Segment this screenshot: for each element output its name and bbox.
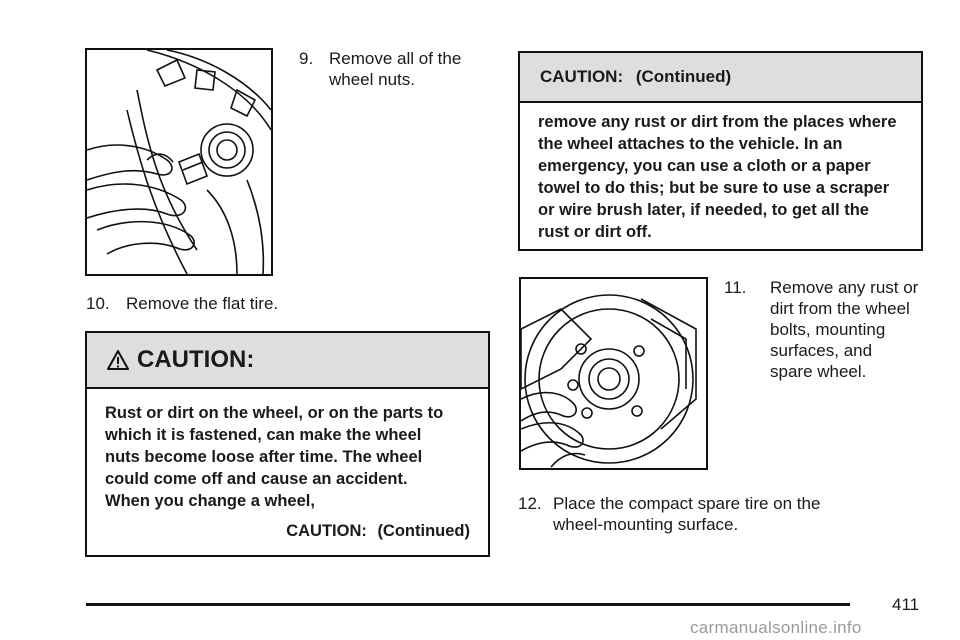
hand-cleaning-wheel-hub-icon <box>521 279 706 468</box>
caution-title: CAUTION: <box>137 346 255 373</box>
hand-removing-wheel-nut-icon <box>87 50 271 274</box>
step-text: Remove all of the wheel nuts. <box>329 49 462 89</box>
step-number: 10. <box>86 294 110 313</box>
step-text: Remove any rust or dirt from the wheel bolts, mounting surfaces, and spare wheel. <box>770 278 919 381</box>
caution-header <box>87 333 488 389</box>
caution-text: Rust or dirt on the wheel, or on the parts to which it is fastened, can make the wheel nuts become loose after time. The wheel could come off and cause an accident. When you change a wheel, <box>105 404 444 510</box>
step-text: Place the compact spare tire on the wheel-mounting surface. <box>553 494 821 534</box>
caution-header <box>520 53 921 103</box>
hub-cleaning-illustration <box>519 277 708 470</box>
caution-title: CAUTION: (Continued) <box>540 67 732 86</box>
caution-continued: CAUTION: (Continued) <box>286 522 470 540</box>
watermark: carmanualsonline.info <box>690 618 862 637</box>
step-9 <box>299 48 499 90</box>
step-10 <box>86 293 466 314</box>
wheel-nut-illustration <box>85 48 273 276</box>
caution-text: remove any rust or dirt from the places where the wheel attaches to the vehicle. In an emergency, you can use a cloth or a paper towel to do this; but be sure to use a scraper or wire brush later, if needed, to get all the rust or dirt off. <box>538 113 897 241</box>
caution-continued-box <box>518 51 923 251</box>
step-11 <box>724 277 924 382</box>
step-number: 12. <box>518 494 542 513</box>
page-number: 411 <box>892 595 920 614</box>
warning-triangle-icon <box>107 349 129 371</box>
caution-body <box>87 389 488 542</box>
step-12 <box>518 493 858 535</box>
step-number: 9. <box>299 49 314 68</box>
caution-box <box>85 331 490 557</box>
caution-body <box>520 103 921 243</box>
footer-rule <box>86 603 850 606</box>
step-text: Remove the flat tire. <box>126 294 279 313</box>
step-number: 11. <box>724 278 747 297</box>
